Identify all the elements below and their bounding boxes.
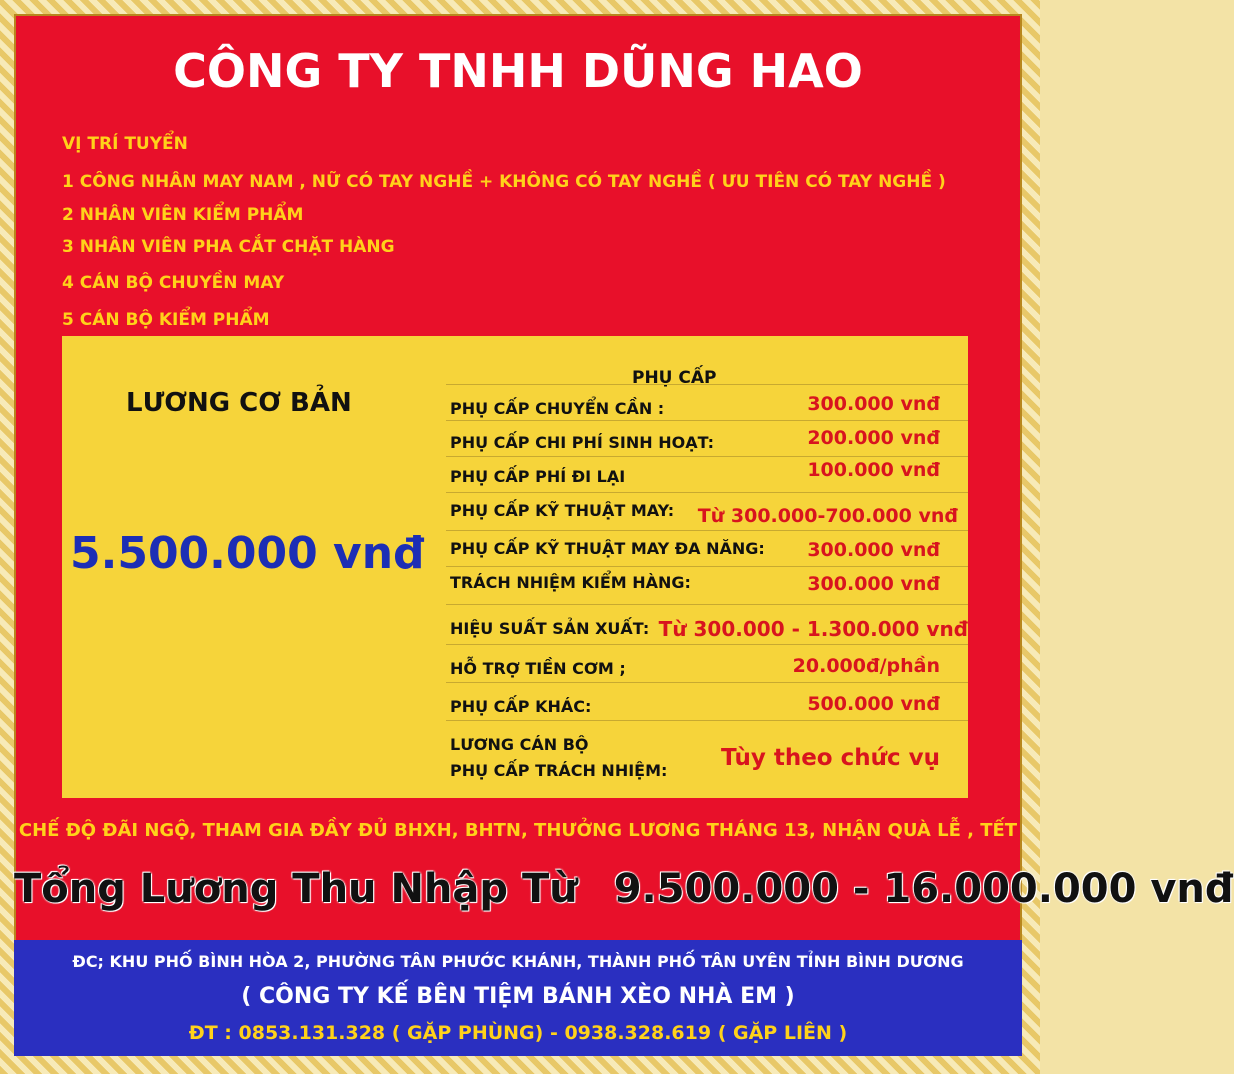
allowance-row: [446, 384, 968, 421]
allowance-row: [446, 530, 968, 567]
allowance-row: [446, 720, 968, 795]
contact-footer: [14, 940, 1022, 1056]
position-item: 3 NHÂN VIÊN PHA CẮT CHẶT HÀNG: [62, 237, 395, 257]
total-income-range: 9.500.000 - 16.000.000 vnđ: [613, 866, 1234, 912]
landmark-text: ( CÔNG TY KẾ BÊN TIỆM BÁNH XÈO NHÀ EM ): [241, 984, 795, 1009]
base-salary-label: LƯƠNG CƠ BẢN: [126, 388, 352, 418]
total-income: [14, 866, 1234, 912]
allowance-label: HIỆU SUẤT SẢN XUẤT:: [450, 619, 650, 638]
allowance-row: [446, 492, 968, 531]
company-title: CÔNG TY TNHH DŨNG HAO: [173, 44, 863, 98]
allowance-label: PHỤ CẤP CHUYỂN CẦN :: [450, 399, 665, 418]
allowance-value: 500.000 vnđ: [807, 693, 940, 715]
allowance-label: PHỤ CẤP KỸ THUẬT MAY ĐA NĂNG:: [450, 539, 765, 558]
base-salary-value: 5.500.000 vnđ: [70, 528, 425, 579]
allowances-table: [446, 384, 968, 794]
allowance-value: 200.000 vnđ: [807, 427, 940, 449]
total-income-label: Tổng Lương Thu Nhập Từ: [14, 866, 578, 912]
allowance-label: TRÁCH NHIỆM KIỂM HÀNG:: [450, 573, 691, 592]
benefits-text: CHẾ ĐỘ ĐÃI NGỘ, THAM GIA ĐẦY ĐỦ BHXH, BHTN, THƯỞNG LƯƠNG THÁNG 13, NHẬN QUÀ LỄ , TẾT: [18, 820, 1018, 841]
allowance-row: [446, 604, 968, 645]
position-item: 1 CÔNG NHÂN MAY NAM , NỮ CÓ TAY NGHỀ + KHÔNG CÓ TAY NGHỀ ( ƯU TIÊN CÓ TAY NGHỀ ): [62, 172, 946, 192]
allowance-label: PHỤ CẤP KHÁC:: [450, 697, 592, 716]
allowance-value: 300.000 vnđ: [807, 539, 940, 561]
allowance-value: 300.000 vnđ: [807, 393, 940, 415]
salary-box: [62, 336, 968, 798]
positions-heading: VỊ TRÍ TUYỂN: [62, 134, 188, 154]
phone-text: ĐT : 0853.131.328 ( GẶP PHÙNG) - 0938.328.619 ( GẶP LIÊN ): [188, 1022, 848, 1044]
allowance-value: Tùy theo chức vụ: [720, 745, 940, 771]
allowance-row: [446, 682, 968, 721]
allowance-row: [446, 644, 968, 683]
allowance-row: [446, 566, 968, 605]
allowance-value: Từ 300.000-700.000 vnđ: [697, 505, 958, 527]
position-item: 2 NHÂN VIÊN KIỂM PHẨM: [62, 205, 304, 225]
allowance-label-secondary: PHỤ CẤP TRÁCH NHIỆM:: [450, 761, 668, 780]
poster-panel: [14, 14, 1234, 1056]
position-item: 4 CÁN BỘ CHUYỀN MAY: [62, 273, 285, 293]
allowance-label: PHỤ CẤP KỸ THUẬT MAY:: [450, 501, 675, 520]
allowance-value: 100.000 vnđ: [807, 459, 940, 481]
allowance-label: PHỤ CẤP CHI PHÍ SINH HOẠT:: [450, 433, 715, 452]
allowance-label: PHỤ CẤP PHÍ ĐI LẠI: [450, 467, 626, 486]
allowance-label: HỖ TRỢ TIỀN CƠM ;: [450, 659, 626, 678]
address-text: ĐC; KHU PHỐ BÌNH HÒA 2, PHƯỜNG TÂN PHƯỚC KHÁNH, THÀNH PHỐ TÂN UYÊN TỈNH BÌNH DƯƠNG: [72, 952, 964, 971]
allowance-row: [446, 420, 968, 457]
allowance-value: 20.000đ/phần: [792, 655, 940, 677]
allowance-row: [446, 456, 968, 493]
allowance-value: 300.000 vnđ: [807, 573, 940, 595]
allowances-heading: PHỤ CẤP: [632, 368, 717, 388]
allowance-label: LƯƠNG CÁN BỘ: [450, 735, 589, 754]
position-item: 5 CÁN BỘ KIỂM PHẨM: [62, 310, 270, 330]
allowance-value: Từ 300.000 - 1.300.000 vnđ: [658, 617, 968, 641]
